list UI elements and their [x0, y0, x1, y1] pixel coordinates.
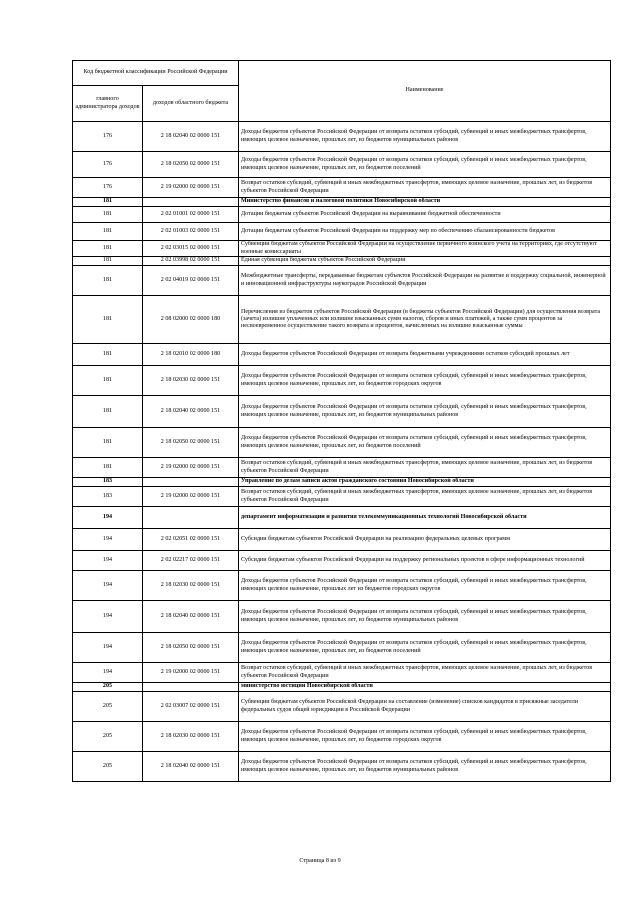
budget-code-cell: 2 18 02030 02 0000 151 — [143, 366, 239, 396]
admin-code-cell: 176 — [73, 178, 143, 198]
table-row — [73, 241, 611, 257]
table-row — [73, 122, 611, 152]
budget-code-cell: 2 02 01003 02 0000 151 — [143, 223, 239, 241]
admin-code-cell: 194 — [73, 507, 143, 529]
budget-code-cell: 2 18 02030 02 0000 151 — [143, 571, 239, 601]
table-row — [73, 529, 611, 551]
admin-code-cell: 181 — [73, 241, 143, 257]
budget-code-cell: 2 18 02030 02 0000 151 — [143, 722, 239, 752]
table-row — [73, 344, 611, 366]
admin-code-cell: 183 — [73, 478, 143, 487]
admin-code-cell: 205 — [73, 692, 143, 722]
name-cell: Доходы бюджетов субъектов Российской Федерации от возврата остатков субсидий, субвенций и иных межбюджетных трансфертов, имеющих целевое назначение, прошлых лет, из бюджетов муниципальных районов — [239, 752, 611, 782]
admin-code-cell: 194 — [73, 633, 143, 663]
admin-code-cell: 181 — [73, 344, 143, 366]
admin-code-cell: 181 — [73, 296, 143, 344]
name-cell: Межбюджетные трансферты, передаваемые бюджетам субъектов Российской Федерации на развитие и поддержку социальной, инженерной и инновационной инфраструктуры наукоградов Российской Федерации — [239, 266, 611, 296]
budget-code-cell: 2 19 02000 02 0000 151 — [143, 663, 239, 683]
admin-code-cell: 181 — [73, 366, 143, 396]
table-row — [73, 458, 611, 478]
budget-code-cell: 2 02 02217 02 0000 151 — [143, 551, 239, 571]
budget-code-cell: 2 02 02051 02 0000 151 — [143, 529, 239, 551]
admin-code-cell: 181 — [73, 428, 143, 458]
budget-code-cell: 2 18 02010 02 0000 180 — [143, 344, 239, 366]
table-row — [73, 633, 611, 663]
admin-code-cell: 205 — [73, 752, 143, 782]
budget-code-cell: 2 02 03015 02 0000 151 — [143, 241, 239, 257]
table-header — [73, 61, 611, 122]
budget-code-cell: 2 18 02040 02 0000 151 — [143, 122, 239, 152]
name-cell: Субсидии бюджетам субъектов Российской Федерации на реализацию федеральных целевых программ — [239, 529, 611, 551]
table-row — [73, 551, 611, 571]
budget-code-cell — [143, 507, 239, 529]
budget-code-cell: 2 02 03998 02 0000 151 — [143, 257, 239, 266]
table-row — [73, 257, 611, 266]
name-cell: Возврат остатков субсидий, субвенций и иных межбюджетных трансфертов, имеющих целевое назначение, прошлых лет, из бюджетов субъектов Российской Федерации — [239, 458, 611, 478]
budget-code-cell: 2 19 02000 02 0000 151 — [143, 487, 239, 507]
budget-code-cell — [143, 478, 239, 487]
table-row — [73, 478, 611, 487]
name-cell: Доходы бюджетов субъектов Российской Федерации от возврата остатков субсидий, субвенций и иных межбюджетных трансфертов, имеющих целевое назначение, прошлых лет из бюджетов городских округов — [239, 571, 611, 601]
budget-code-cell: 2 08 02000 02 0000 180 — [143, 296, 239, 344]
table-row — [73, 571, 611, 601]
budget-code-cell: 2 02 03007 02 0000 151 — [143, 692, 239, 722]
name-cell: Министерство финансов и налоговой политики Новосибирской области — [239, 198, 611, 207]
name-cell: Единая субвенция бюджетам субъектов Российской Федерации — [239, 257, 611, 266]
admin-code-cell: 181 — [73, 198, 143, 207]
budget-code-cell: 2 19 02000 02 0000 151 — [143, 178, 239, 198]
admin-code-cell: 194 — [73, 663, 143, 683]
table-row — [73, 152, 611, 178]
admin-code-cell: 181 — [73, 223, 143, 241]
budget-code-cell: 2 18 02040 02 0000 151 — [143, 396, 239, 428]
name-cell: Доходы бюджетов субъектов Российской Федерации от возврата остатков субсидий, субвенций и иных межбюджетных трансфертов, имеющих целевое назначение, прошлых лет, из бюджетов поселений — [239, 633, 611, 663]
table-row — [73, 507, 611, 529]
table-row — [73, 692, 611, 722]
admin-code-cell: 205 — [73, 683, 143, 692]
table-row — [73, 428, 611, 458]
name-cell: Доходы бюджетов субъектов Российской Федерации от возврата остатков субсидий, субвенций и иных межбюджетных трансфертов, имеющих целевое назначение, прошлых лет, из бюджетов муниципальных районов — [239, 122, 611, 152]
admin-code-cell: 176 — [73, 122, 143, 152]
budget-code-cell: 2 02 04019 02 0000 151 — [143, 266, 239, 296]
header-budget-code: доходов областного бюджета — [143, 86, 239, 122]
name-cell: Доходы бюджетов субъектов Российской Федерации от возврата остатков субсидий, субвенций и иных межбюджетных трансфертов, имеющих целевое назначение, прошлых лет, из бюджетов городских округов — [239, 366, 611, 396]
admin-code-cell: 176 — [73, 152, 143, 178]
table-body — [73, 122, 611, 782]
admin-code-cell: 183 — [73, 487, 143, 507]
budget-code-cell: 2 19 02000 02 0000 151 — [143, 458, 239, 478]
name-cell: Доходы бюджетов субъектов Российской Федерации от возврата бюджетными учреждениями остатков субсидий прошлых лет — [239, 344, 611, 366]
name-cell: Субсидии бюджетам субъектов Российской Федерации на поддержку региональных проектов в сфере информационных технологий — [239, 551, 611, 571]
table-row — [73, 178, 611, 198]
table-row — [73, 663, 611, 683]
budget-code-cell: 2 18 02050 02 0000 151 — [143, 152, 239, 178]
name-cell: Субвенции бюджетам субъектов Российской Федерации на осуществление первичного воинского учета на территориях, где отсутствуют военные комиссариаты — [239, 241, 611, 257]
header-name: Наименование — [239, 61, 611, 122]
name-cell: Управление по делам записи актов гражданского состояния Новосибирской области — [239, 478, 611, 487]
name-cell: Возврат остатков субсидий, субвенций и иных межбюджетных трансфертов, имеющих целевое назначение, прошлых лет, из бюджетов субъектов Российской Федерации — [239, 663, 611, 683]
admin-code-cell: 194 — [73, 529, 143, 551]
table-row — [73, 266, 611, 296]
table-row — [73, 296, 611, 344]
table-row — [73, 722, 611, 752]
name-cell: Доходы бюджетов субъектов Российской Федерации от возврата остатков субсидий, субвенций и иных межбюджетных трансфертов, имеющих целевое назначение, прошлых лет, из бюджетов поселений — [239, 152, 611, 178]
table-row — [73, 198, 611, 207]
table-row — [73, 366, 611, 396]
admin-code-cell: 181 — [73, 257, 143, 266]
name-cell: Доходы бюджетов субъектов Российской Федерации от возврата остатков субсидий, субвенций и иных межбюджетных трансфертов, имеющих целевое назначение, прошлых лет, из бюджетов муниципальных районов — [239, 601, 611, 633]
name-cell: Доходы бюджетов субъектов Российской Федерации от возврата остатков субсидий, субвенций и иных межбюджетных трансфертов, имеющих целевое назначение, прошлых лет, из бюджетов городских округов — [239, 722, 611, 752]
page-footer: Страница 8 из 9 — [299, 858, 341, 864]
table-row — [73, 223, 611, 241]
admin-code-cell: 194 — [73, 571, 143, 601]
header-admin: главного администратора доходов — [73, 86, 143, 122]
table-row — [73, 683, 611, 692]
budget-code-cell: 2 18 02050 02 0000 151 — [143, 428, 239, 458]
budget-code-cell — [143, 198, 239, 207]
table-row — [73, 207, 611, 223]
name-cell: Возврат остатков субсидий, субвенций и иных межбюджетных трансфертов, имеющих целевое назначение, прошлых лет, из бюджетов субъектов Российской Федерации — [239, 487, 611, 507]
admin-code-cell: 181 — [73, 266, 143, 296]
name-cell: департамент информатизации и развития телекоммуникационных технологий Новосибирской области — [239, 507, 611, 529]
name-cell: Дотации бюджетам субъектов Российской Федерации на поддержку мер по обеспечению сбалансированности бюджетов — [239, 223, 611, 241]
header-code-group: Код бюджетной классификации Российской Федерации — [73, 61, 239, 86]
name-cell: Возврат остатков субсидий, субвенций и иных межбюджетных трансфертов, имеющих целевое назначение, прошлых лет, из бюджетов субъектов Российской Федерации — [239, 178, 611, 198]
table-row — [73, 396, 611, 428]
name-cell: Субвенции бюджетам субъектов Российской Федерации на составление (изменение) списков кандидатов в присяжные заседатели федеральных судов общей юрисдикции в Российской Федерации — [239, 692, 611, 722]
budget-code-cell: 2 18 02040 02 0000 151 — [143, 752, 239, 782]
admin-code-cell: 205 — [73, 722, 143, 752]
budget-code-cell: 2 18 02040 02 0000 151 — [143, 601, 239, 633]
budget-code-cell: 2 02 01001 02 0000 151 — [143, 207, 239, 223]
budget-code-cell: 2 18 02050 02 0000 151 — [143, 633, 239, 663]
budget-classification-table — [72, 60, 611, 782]
admin-code-cell: 181 — [73, 207, 143, 223]
admin-code-cell: 194 — [73, 551, 143, 571]
admin-code-cell: 194 — [73, 601, 143, 633]
admin-code-cell: 181 — [73, 396, 143, 428]
table-row — [73, 752, 611, 782]
table-row — [73, 487, 611, 507]
table-row — [73, 601, 611, 633]
budget-code-cell — [143, 683, 239, 692]
name-cell: министерство юстиции Новосибирской области — [239, 683, 611, 692]
name-cell: Доходы бюджетов субъектов Российской Федерации от возврата остатков субсидий, субвенций и иных межбюджетных трансфертов, имеющих целевое назначение, прошлых лет, из бюджетов муниципальных районов — [239, 396, 611, 428]
name-cell: Дотации бюджетам субъектов Российской Федерации на выравнивание бюджетной обеспеченности — [239, 207, 611, 223]
name-cell: Доходы бюджетов субъектов Российской Федерации от возврата остатков субсидий, субвенций и иных межбюджетных трансфертов, имеющих целевое назначение, прошлых лет, из бюджетов поселений — [239, 428, 611, 458]
name-cell: Перечисления из бюджетов субъектов Российской Федерации (в бюджеты субъектов Российской Федерации) для осуществления возврата (зачета) излишне уплаченных или излишне взысканных сумм налогов, сборов и иных платежей, а также сумм процентов за несвоевременное осуществление такого возврата и процентов, начисленных на излишне взысканные суммы — [239, 296, 611, 344]
admin-code-cell: 181 — [73, 458, 143, 478]
